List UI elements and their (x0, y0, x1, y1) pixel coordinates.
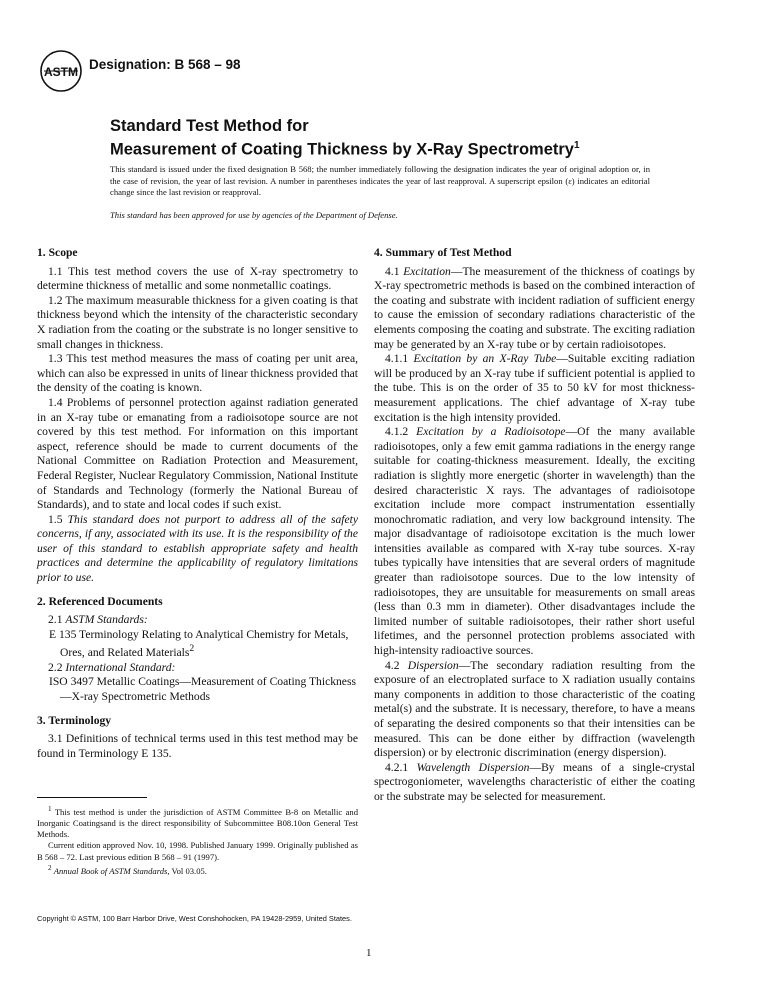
document-title: Measurement of Coating Thickness by X-Ray Spectrometry$^1$ (110, 140, 580, 159)
paragraph-dispersion: 4.2 Dispersion—The secondary radiation resulting from the exposure of an electroplated surface to X radiation usually contains many components in addition to those characteristic of the coating metal(s) and the substrate. It is necessary, therefore, to have a means of separating the desired components so that their intensities can be measured. This can be done either by diffraction (wavelength dispersion) or by electronic discrimination (energy dispersion). (374, 658, 695, 760)
paragraph: 1.3 This test method measures the mass of coating per unit area, which can also be expressed in units of linear thickness provided that the density of the coating is known. (37, 352, 358, 395)
section-heading: 2. Referenced Documents (37, 594, 163, 608)
footnote-1-edition: Current edition approved Nov. 10, 1998. Published January 1999. Originally published as B 568 – 72. Last previous edition B 568 – 91 (1997). (37, 840, 358, 862)
astm-logo-text: ASTM (44, 65, 78, 79)
paragraph: 1.1 This test method covers the use of X-ray spectrometry to determine thickness of metallic and some nonmetallic coatings. (37, 264, 358, 293)
paragraph: 1.2 The maximum measurable thickness for a given coating is that thickness beyond which the intensity of the characteristic secondary X radiation from the coating or the substrate is no longer sensitive to small changes in thickness. (37, 293, 358, 351)
section-heading: 3. Terminology (37, 713, 112, 727)
page-number: 1 (366, 947, 372, 959)
section-heading: 1. Scope (37, 246, 78, 259)
astm-logo (38, 48, 84, 94)
left-column (37, 246, 358, 770)
subsection-international-standard: 2.2 International Standard: (48, 660, 176, 674)
approval-statement: This standard has been approved for use by agencies of the Department of Defense. (110, 210, 398, 220)
section-summary (374, 246, 695, 805)
footnote-1: $^1$ This test method is under the jurisdiction of ASTM Committee B-8 on Metallic and Inorganic Coatingsand is the direct responsibility of Subcommittee B08.10on General Test Methods. (37, 805, 358, 840)
paragraph-excitation: 4.1 Excitation—The measurement of the thickness of coatings by X-ray spectrometric methods is based on the combined interaction of the coating and substrate with incident radiation of sufficient energy to cause the emission of secondary radiations characteristic of the elements composing the coating and substrate. The exciting radiation may be generated by an X-ray tube or by certain radioisotopes. (374, 264, 695, 351)
title-line1: Standard Test Method for (110, 117, 309, 135)
reference-e135: E 135 Terminology Relating to Analytical Chemistry for Metals, Ores, and Related Materials$^2$ (49, 627, 349, 660)
paragraph-safety: 1.5 This standard does not purport to address all of the safety concerns, if any, associated with its use. It is the responsibility of the user of this standard to establish appropriate safety and health practices and determine the applicability of regulatory limitations prior to use. (37, 512, 358, 585)
issued-statement: This standard is issued under the fixed designation B 568; the number immediately following the designation indicates the year of original adoption or, in the case of revision, the year of last revision. A number in parentheses indicates the year of last reapproval. A superscript epsilon (ε) indicates an editorial change since the last revision or reapproval. (110, 164, 650, 197)
designation: Designation: B 568 – 98 (89, 57, 241, 72)
copyright: Copyright © ASTM, 100 Barr Harbor Drive, West Conshohocken, PA 19428-2959, United States. (37, 914, 352, 923)
footnote-divider (37, 797, 147, 798)
paragraph: 3.1 Definitions of technical terms used in this test method may be found in Terminology E 135. (37, 732, 358, 760)
reference-iso3497: ISO 3497 Metallic Coatings—Measurement of Coating Thickness—X-ray Spectrometric Methods (49, 675, 356, 704)
footnotes (37, 804, 358, 877)
section-scope (37, 246, 358, 586)
section-terminology (37, 714, 358, 762)
title-block (110, 117, 670, 160)
section-heading: 4. Summary of Test Method (374, 246, 512, 259)
section-referenced-documents (37, 595, 358, 705)
footnote-2: $^2$ Annual Book of ASTM Standards, Vol 03.05. (48, 863, 207, 876)
paragraph-xray-tube: 4.1.1 Excitation by an X-Ray Tube—Suitable exciting radiation will be produced by an X-ray tube if sufficient potential is applied to the tube. This is on the order of 35 to 50 kV for most thickness-measurement applications. The chief advantage of X-ray tube excitation is the high intensity provided. (374, 352, 695, 424)
subsection-astm-standards: 2.1 ASTM Standards: (48, 613, 148, 627)
paragraph-wavelength-dispersion: 4.2.1 Wavelength Dispersion—By means of a single-crystal spectrogoniometer, wavelengths characteristic of either the coating or the substrate may be selected for measurement. (374, 760, 695, 803)
title-footnote-mark: 1 (573, 140, 580, 151)
paragraph-radioisotope: 4.1.2 Excitation by a Radioisotope—Of the many available radioisotopes, only a few emit gamma radiations in the energy range suitable for coating-thickness measurement. Ideally, the exciting radiation is slightly more energetic (shorter in wavelength) than the desired characteristic X rays. The advantages of radioisotope excitation include more compact instrumentation essentially monochromatic radiation, and very low background intensity. The major disadvantage of radioisotope excitation is the much lower intensities available as compared with X-ray tube sources. X-ray tubes typically have intensities that are several orders of magnitude greater than radioisotope sources. Due to the low intensity of radioisotopes, they are unsuitable for measurements on small areas (less than 0.3 mm in diameter). Other disadvantages include the limited number of suitable radioisotopes, their rather short useful lifetimes, and the personnel protection problems associated with high-intensity radioactive sources. (374, 425, 695, 658)
right-column (374, 246, 695, 814)
paragraph: 1.4 Problems of personnel protection against radiation generated in an X-ray tube or emanating from a radioisotope source are not covered by this test method. For information on this important aspect, reference should be made to current documents of the National Committee on Radiation Protection and Measurement, Federal Register, Nuclear Regulatory Commission, National Institute of Standards and Technology (formerly the National Bureau of Standards), and to state and local codes if such exist. (37, 395, 358, 512)
